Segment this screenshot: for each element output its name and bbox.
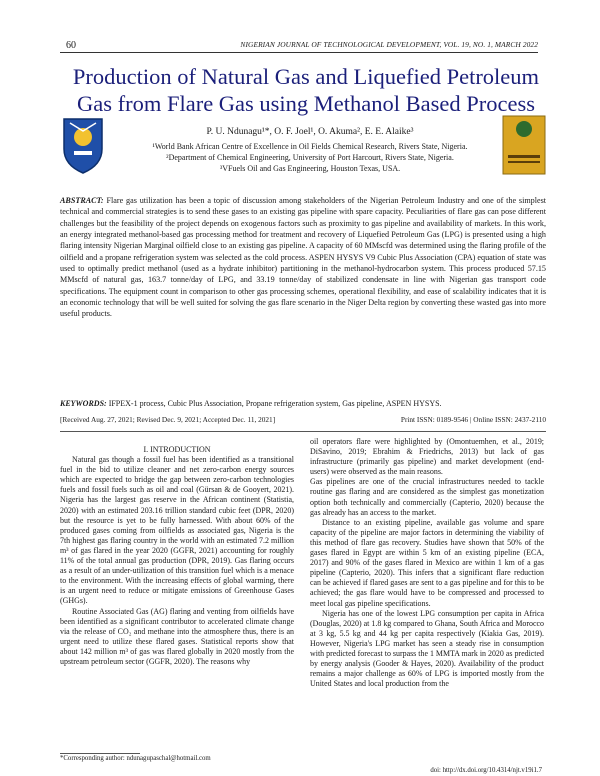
author-list: P. U. Ndunagu¹*, O. F. Joel¹, O. Akuma², E. E. Alaike³ bbox=[206, 127, 414, 137]
right-column bbox=[310, 437, 544, 689]
paper-title: Production of Natural Gas and Liquefied Petroleum Gas from Flare Gas using Methanol Based Process bbox=[72, 64, 540, 116]
paragraph: oil operators flare were highlighted by (Omontuemhen, et al., 2019; DiSavino, 2019; Ebrahim & Friedrichs, 2013) but lack of gas infrastructure (primarily gas pipeline) and market development (end-users) were observed as the main reasons. bbox=[310, 437, 544, 477]
header-rule bbox=[60, 52, 538, 53]
keywords-text: IFPEX-1 process, Cubic Plus Association, Propane refrigeration system, Gas pipeline, ASPEN HYSYS. bbox=[108, 399, 442, 408]
keywords-label: KEYWORDS: bbox=[60, 399, 107, 408]
abstract-text: Flare gas utilization has been a topic of discussion among stakeholders of the Nigerian Petroleum Industry and one of the simplest technical and commercial strategies is to send these gases to an existing gas pipeline with spare capacity. Peculiarities of flare gas can pose different challenges but the feasibility of the project depends on exogenous factors such as proximity to gas pipeline and availability of markets. In this work, an energy integrated methanol-based gas processing method for treatment and recovery of Liquefied Petroleum Gas (LPG) is presented using a high flaring intensity Nigerian Marginal oilfield close to an existing gas pipeline. A capacity of 60 MMscfd was determined using the flaring profile of the oilfield and a propane refrigeration system was selected as the cold process. ASPEN HYSYS V9 Cubic Plus Association (CPA) equation of state was used to optimally predict methanol (used as a hydrate inhibitor) partitioning in the methanol-hydrocarbon system. This process produced 57.15 MMscfd of natural gas, 163.7 tonne/day of LPG, and 33.19 tonne/day of stabilized condensate in line with Nigerian gas transport code specifications. The equipment count in comparison to other gas processing schemes, operational flexibility, and ease of scalability indicates that it is an economic technology that will be well suited for solving the gas flare scenario in the Niger Delta region by converting these wasted gas into more useful products. bbox=[60, 196, 546, 319]
abstract-label: ABSTRACT: bbox=[60, 196, 104, 205]
affiliations bbox=[100, 141, 520, 174]
introduction-heading: I. INTRODUCTION bbox=[143, 445, 211, 454]
abstract bbox=[60, 195, 546, 320]
dates-line bbox=[60, 415, 546, 424]
footnote-rule bbox=[60, 753, 140, 754]
keywords bbox=[60, 399, 546, 408]
paragraph: Nigeria has one of the lowest LPG consumption per capita in Africa (Douglas, 2020) at 1.8 kg compared to Ghana, South Africa and Morocco at 3 kg, 5.5 kg and 44 kg per capita respectively (Kiakia Gas, 2019). However, Nigeria's LPG market has seen a steady rise in consumption with predicted forecast to surpass the 1 MMTA mark in 2020 as predicted by energy analysis (Gooder & Hayes, 2020). Availability of the product remains a major challenge as 60% of LPG is imported mostly from the United States and local production from the bbox=[310, 608, 544, 689]
paragraph: Natural gas though a fossil fuel has been identified as a transitional fuel in the bid to utilize cleaner and net zero-carbon energy sources which are expected to bridge the gap between zero-carbon technologies fuels and fossil fuels such as oil and coal (Gürsan & de Gooyert, 2021). Nigeria has the largest gas reserve in the African continent (Statistia, 2020) with an estimated 203.16 trillion standard cubic feet (DPR, 2020) but the resource is yet to be fully harnessed. With about 60% of the produced gases coming from oilfields as associated gas, Nigeria is the 7th highest gas flaring country in the world with an estimated 7.2 million m³ of gas flared in the year 2020 (GGFR, 2021) accounting for roughly 11% of the total annual gas production (DPR, 2019). Gas flaring occurs as a result of an under-utilization of this transition fuel which is a menace to the environment. With the increasing effects of global warming, there is an urgent need to reduce or mitigate emissions of Greenhouse Gases (GHGs). bbox=[60, 455, 294, 606]
affiliation-1: ¹World Bank African Centre of Excellence in Oil Fields Chemical Research, Rivers State, Nigeria. bbox=[152, 142, 468, 151]
doi-link[interactable]: doi: http://dx.doi.org/10.4314/njt.v19i1.7 bbox=[430, 767, 542, 774]
left-column bbox=[60, 445, 294, 667]
page-number: 60 bbox=[66, 40, 76, 51]
section-rule bbox=[60, 431, 546, 432]
paragraph: Gas pipelines are one of the crucial infrastructures needed to tackle routine gas flaring and are considered as the simplest gas monetization option both technically and commercially (Capterio, 2020) because the gas already has an access to the market. bbox=[310, 477, 544, 517]
affiliation-2: ²Department of Chemical Engineering, University of Port Harcourt, Rivers State, Nigeria. bbox=[166, 153, 454, 162]
received-dates: [Received Aug. 27, 2021; Revised Dec. 9, 2021; Accepted Dec. 11, 2021] bbox=[60, 415, 276, 424]
paragraph: Routine Associated Gas (AG) flaring and venting from oilfields have been identified as a significant contributor to accelerated climate change via the release of CO₂ and methane into the atmosphere thus, there is an urgent need to utilize these flared gases. Statistical reports show that about 142 million m³ of gas was flared globally in 2020 mostly from the upstream petroleum sector (GGFR, 2020). The reasons why bbox=[60, 606, 294, 666]
affiliation-3: ³VFuels Oil and Gas Engineering, Houston Texas, USA. bbox=[219, 164, 401, 173]
paragraph: Distance to an existing pipeline, available gas volume and spare capacity of the pipeline are major factors in determining the viability of this method of flare gas recovery. Studies have shown that 50% of the gases flared in Egypt are within 5 km of an existing pipeline (ECA, 2017) and 90% of the gases flared in Mexico are within 1 km of a gas pipeline (Capterio, 2020). This infers that a significant flare reduction can be achieved if flared gases are sent to a gas pipeline and for this to be achieved; the gas flare would have to be compressed and processed to meet local gas pipeline specifications. bbox=[310, 517, 544, 608]
journal-header: NIGERIAN JOURNAL OF TECHNOLOGICAL DEVELOPMENT, VOL. 19, NO. 1, MARCH 2022 bbox=[240, 40, 538, 49]
issn: Print ISSN: 0189-9546 | Online ISSN: 2437-2110 bbox=[400, 415, 546, 424]
corresponding-author: *Corresponding author: ndunagupaschal@hotmail.com bbox=[60, 755, 211, 762]
